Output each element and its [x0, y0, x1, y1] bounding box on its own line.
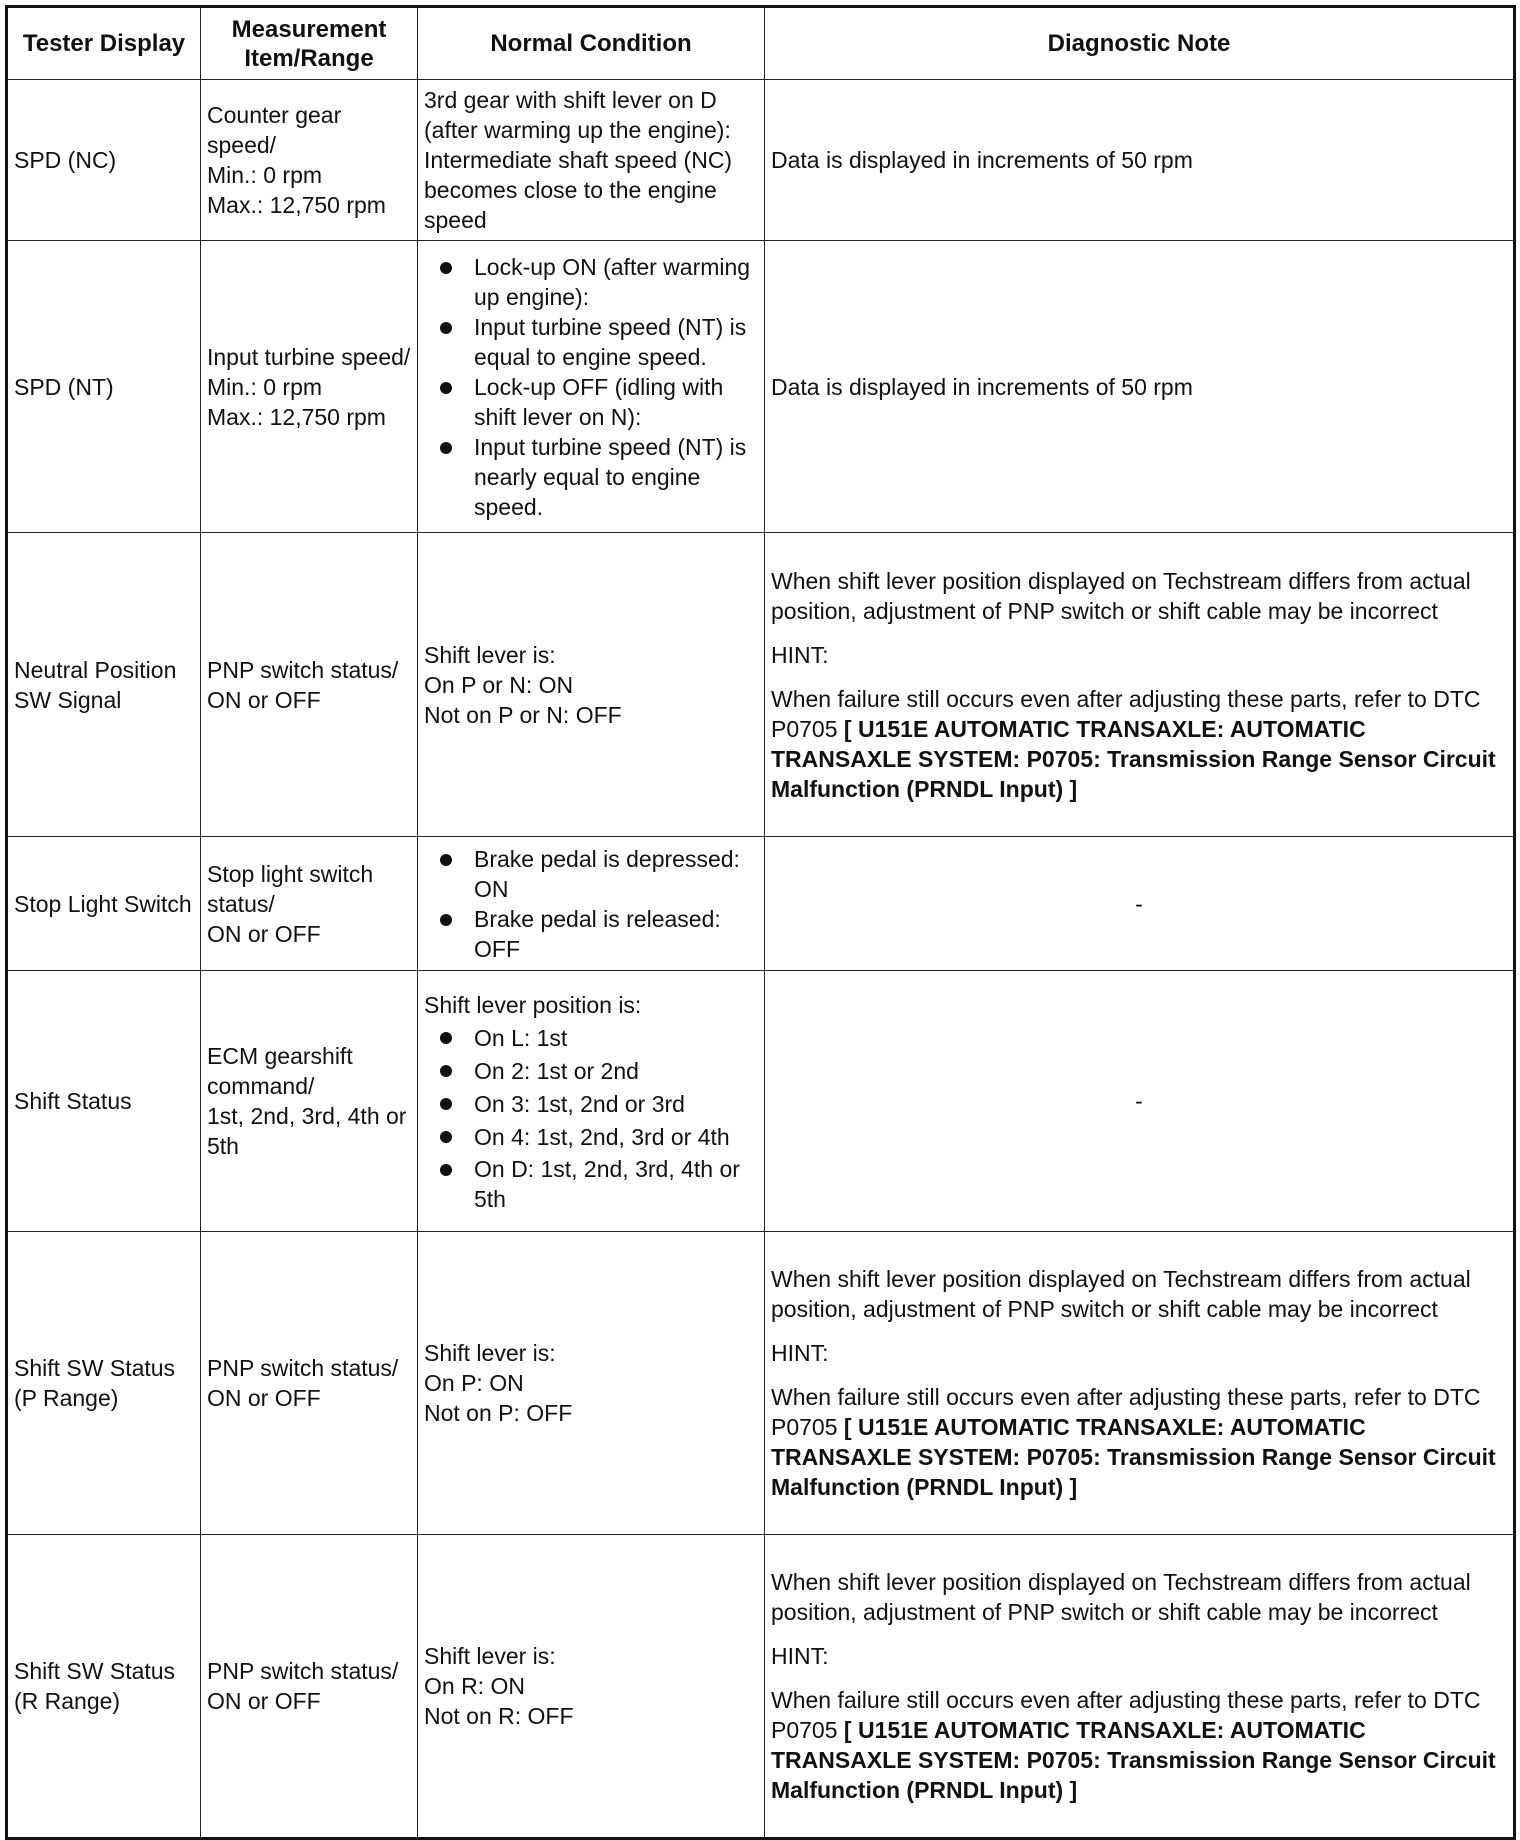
note-text: When failure still occurs even after adjusting these parts, refer to DTC P0705	[771, 1687, 1481, 1743]
bullet-item: Lock-up OFF (idling with shift lever on N):	[424, 372, 758, 432]
table-row	[7, 80, 1515, 241]
note-text: When failure still occurs even after adjusting these parts, refer to DTC P0705	[771, 685, 1481, 742]
dtc-reference-link[interactable]: [ U151E AUTOMATIC TRANSAXLE: AUTOMATIC TRANSAXLE SYSTEM: P0705: Transmission Range Sensor Circuit Malfunction (PRNDL Input) ]	[771, 1717, 1496, 1803]
tester-display-cell: SPD (NC)	[7, 80, 201, 241]
tester-display-cell: Shift SW Status (P Range)	[7, 1232, 201, 1535]
bullet-item: On 2: 1st or 2nd	[424, 1055, 758, 1088]
bullet-item: Input turbine speed (NT) is equal to engine speed.	[424, 312, 758, 372]
bullet-item: On D: 1st, 2nd, 3rd, 4th or 5th	[424, 1154, 758, 1214]
note-paragraph	[771, 1685, 1507, 1805]
diagnostic-note-cell: -	[765, 971, 1515, 1232]
measurement-line: ON or OFF	[207, 686, 321, 713]
table-row	[7, 241, 1515, 533]
measurement-cell	[201, 971, 418, 1232]
tester-display-cell: Neutral Position SW Signal	[7, 533, 201, 837]
measurement-line: Min.: 0 rpm	[207, 373, 323, 400]
data-list-table	[5, 5, 1516, 1840]
measurement-line: ECM gearshift command/	[207, 1043, 353, 1099]
bullet-item: On 3: 1st, 2nd or 3rd	[424, 1088, 758, 1121]
normal-line: On P or N: ON	[424, 671, 574, 698]
table-row	[7, 837, 1515, 971]
diagnostic-note-cell: Data is displayed in increments of 50 rpm	[765, 241, 1515, 533]
note-paragraph: When shift lever position displayed on Techstream differs from actual position, adjustment of PNP switch or shift cable may be incorrect	[771, 1569, 1471, 1625]
normal-line: Not on P or N: OFF	[424, 701, 622, 728]
measurement-line: Max.: 12,750 rpm	[207, 192, 386, 218]
note-text: When failure still occurs even after adjusting these parts, refer to DTC P0705	[771, 1384, 1481, 1440]
measurement-line: Counter gear speed/	[207, 102, 342, 158]
bullet-item: On 4: 1st, 2nd, 3rd or 4th	[424, 1121, 758, 1154]
header-diagnostic-note: Diagnostic Note	[765, 7, 1515, 80]
normal-line: Not on R: OFF	[424, 1703, 574, 1729]
normal-line: On P: ON	[424, 1370, 524, 1396]
normal-condition-cell	[418, 1535, 765, 1839]
normal-condition-cell: 3rd gear with shift lever on D (after warming up the engine): Intermediate shaft speed (NC) becomes close to the engine speed	[418, 80, 765, 241]
measurement-line: PNP switch status/	[207, 656, 399, 683]
diagnostic-note-cell	[765, 533, 1515, 837]
table-row	[7, 1232, 1515, 1535]
normal-condition-cell	[418, 241, 765, 533]
bullet-item: Brake pedal is released: OFF	[424, 904, 758, 964]
dtc-reference-link[interactable]: [ U151E AUTOMATIC TRANSAXLE: AUTOMATIC TRANSAXLE SYSTEM: P0705: Transmission Range Sensor Circuit Malfunction (PRNDL Input) ]	[771, 715, 1496, 802]
note-paragraph	[771, 684, 1507, 804]
normal-condition-cell	[418, 837, 765, 971]
hint-label: HINT:	[771, 641, 829, 668]
diagnostic-note-cell: -	[765, 837, 1515, 971]
measurement-line: Max.: 12,750 rpm	[207, 403, 386, 430]
measurement-line: 1st, 2nd, 3rd, 4th or 5th	[207, 1103, 407, 1159]
measurement-line: ON or OFF	[207, 1688, 321, 1714]
header-tester-display: Tester Display	[7, 7, 201, 80]
header-normal-condition: Normal Condition	[418, 7, 765, 80]
measurement-line: Input turbine speed/	[207, 343, 411, 370]
measurement-line: PNP switch status/	[207, 1658, 399, 1684]
measurement-line: PNP switch status/	[207, 1355, 399, 1381]
normal-line: Shift lever is:	[424, 641, 556, 668]
measurement-cell	[201, 533, 418, 837]
bullet-item: Brake pedal is depressed: ON	[424, 844, 758, 904]
tester-display-cell: Shift Status	[7, 971, 201, 1232]
bullet-item: On L: 1st	[424, 1022, 758, 1055]
normal-condition-cell	[418, 971, 765, 1232]
bullet-list	[424, 844, 758, 964]
hint-label: HINT:	[771, 1340, 829, 1366]
measurement-cell	[201, 837, 418, 971]
measurement-cell	[201, 1535, 418, 1839]
measurement-line: ON or OFF	[207, 920, 321, 947]
normal-line: Not on P: OFF	[424, 1400, 573, 1426]
measurement-line: ON or OFF	[207, 1385, 321, 1411]
bullet-list	[424, 1022, 758, 1214]
note-paragraph	[771, 1382, 1507, 1502]
dtc-reference-link[interactable]: [ U151E AUTOMATIC TRANSAXLE: AUTOMATIC TRANSAXLE SYSTEM: P0705: Transmission Range Sensor Circuit Malfunction (PRNDL Input) ]	[771, 1414, 1496, 1500]
table-row	[7, 971, 1515, 1232]
diagnostic-note-cell: Data is displayed in increments of 50 rpm	[765, 80, 1515, 241]
bullet-list	[424, 252, 758, 522]
note-paragraph: When shift lever position displayed on Techstream differs from actual position, adjustment of PNP switch or shift cable may be incorrect	[771, 567, 1471, 624]
measurement-line: Min.: 0 rpm	[207, 162, 323, 188]
bullet-item: Input turbine speed (NT) is nearly equal to engine speed.	[424, 432, 758, 522]
normal-condition-cell	[418, 1232, 765, 1535]
measurement-cell	[201, 241, 418, 533]
tester-display-cell: Stop Light Switch	[7, 837, 201, 971]
measurement-line: Stop light switch status/	[207, 860, 374, 917]
measurement-cell	[201, 80, 418, 241]
normal-line: Shift lever is:	[424, 1643, 556, 1669]
note-paragraph: When shift lever position displayed on Techstream differs from actual position, adjustment of PNP switch or shift cable may be incorrect	[771, 1266, 1471, 1322]
normal-line: Shift lever is:	[424, 1340, 556, 1366]
normal-intro: Shift lever position is:	[424, 991, 642, 1018]
diagnostic-note-cell	[765, 1232, 1515, 1535]
tester-display-cell: SPD (NT)	[7, 241, 201, 533]
header-row	[7, 7, 1515, 80]
normal-condition-cell	[418, 533, 765, 837]
bullet-item: Lock-up ON (after warming up engine):	[424, 252, 758, 312]
tester-display-cell: Shift SW Status (R Range)	[7, 1535, 201, 1839]
hint-label: HINT:	[771, 1643, 829, 1669]
measurement-cell	[201, 1232, 418, 1535]
normal-line: On R: ON	[424, 1673, 525, 1699]
table-row	[7, 1535, 1515, 1839]
diagnostic-note-cell	[765, 1535, 1515, 1839]
table-row	[7, 533, 1515, 837]
header-measurement: Measurement Item/Range	[201, 7, 418, 80]
